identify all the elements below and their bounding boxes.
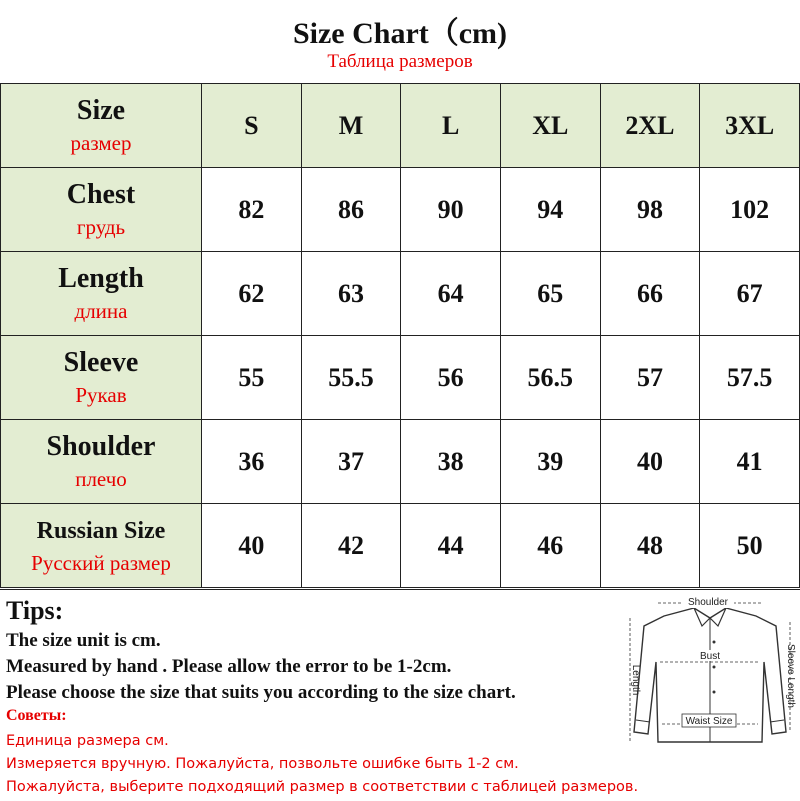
row-label-ru: длина: [74, 298, 128, 323]
size-header-cell: 3XL: [700, 84, 800, 168]
size-label-en: Size: [76, 94, 126, 126]
table-cell: 82: [202, 168, 302, 252]
table-cell: 38: [401, 420, 501, 504]
row-label-cell: [1, 168, 202, 252]
table-row-russian-size: [1, 504, 800, 588]
table-cell: 90: [401, 168, 501, 252]
table-cell: 44: [401, 504, 501, 588]
size-header-cell: XL: [500, 84, 600, 168]
table-cell: 50: [700, 504, 800, 588]
table-cell: 63: [301, 252, 401, 336]
table-cell: 40: [600, 420, 700, 504]
row-label-en: Chest: [66, 178, 136, 210]
title-block: [0, 0, 800, 83]
tip-ru-line: Измеряется вручную. Пожалуйста, позвольте ошибке быть 1-2 см.: [6, 756, 519, 772]
tip-en-line: Measured by hand . Please allow the error to be 1-2cm.: [6, 656, 452, 677]
table-cell: 94: [500, 168, 600, 252]
row-label-en: Russian Size: [36, 517, 166, 544]
size-label-ru: размер: [70, 130, 132, 155]
table-cell: 57: [600, 336, 700, 420]
header-row: [1, 84, 800, 168]
table-row-sleeve: [1, 336, 800, 420]
page-subtitle: Таблица размеров: [327, 51, 473, 72]
button-dot: [713, 666, 716, 669]
table-cell: 55.5: [301, 336, 401, 420]
row-label-ru: Рукав: [75, 382, 127, 407]
table-cell: 42: [301, 504, 401, 588]
table-cell: 102: [700, 168, 800, 252]
tip-en-line: Please choose the size that suits you according to the size chart.: [6, 682, 516, 703]
tip-ru-line: Пожалуйста, выберите подходящий размер в соответствии с таблицей размеров.: [6, 779, 639, 795]
table-cell: 55: [202, 336, 302, 420]
size-header-cell: S: [202, 84, 302, 168]
tips-ru-title: Советы:: [6, 707, 67, 724]
table-cell: 65: [500, 252, 600, 336]
page-title: Size Chart（cm): [292, 17, 508, 50]
row-label-ru: Русский размер: [31, 550, 171, 575]
size-header-cell: 2XL: [600, 84, 700, 168]
table-cell: 56.5: [500, 336, 600, 420]
table-cell: 48: [600, 504, 700, 588]
row-label-cell: [1, 252, 202, 336]
row-label-cell: [1, 336, 202, 420]
row-label-ru: плечо: [75, 466, 127, 491]
table-cell: 46: [500, 504, 600, 588]
size-header-cell: M: [301, 84, 401, 168]
table-cell: 67: [700, 252, 800, 336]
row-label-cell: [1, 504, 202, 588]
table-cell: 64: [401, 252, 501, 336]
shoulder-label: Shoulder: [687, 597, 729, 608]
bust-label: Bust: [699, 651, 721, 662]
button-dot: [713, 691, 716, 694]
tips-title: Tips:: [6, 596, 64, 625]
table-cell: 86: [301, 168, 401, 252]
table-cell: 37: [301, 420, 401, 504]
length-label: Length: [630, 664, 641, 696]
table-cell: 39: [500, 420, 600, 504]
table-cell: 40: [202, 504, 302, 588]
row-label-en: Length: [58, 262, 144, 294]
row-label-en: Sleeve: [63, 346, 139, 378]
table-cell: 98: [600, 168, 700, 252]
table-cell: 57.5: [700, 336, 800, 420]
table-cell: 36: [202, 420, 302, 504]
table-row-length: [1, 252, 800, 336]
shirt-measurement-diagram: [624, 592, 796, 762]
tip-ru-line: Единица размера см.: [6, 733, 169, 749]
table-cell: 66: [600, 252, 700, 336]
waist-size-label: Waist Size: [685, 716, 733, 727]
table-cell: 56: [401, 336, 501, 420]
sleeve-length-label: Sleeve Length: [785, 644, 796, 708]
tip-en-line: The size unit is cm.: [6, 630, 161, 651]
row-label-en: Shoulder: [46, 430, 156, 462]
button-dot: [713, 641, 716, 644]
row-label-ru: грудь: [76, 214, 126, 239]
row-label-cell: [1, 420, 202, 504]
table-cell: 41: [700, 420, 800, 504]
size-label-cell: [1, 84, 202, 168]
table-cell: 62: [202, 252, 302, 336]
table-row-chest: [1, 168, 800, 252]
size-header-cell: L: [401, 84, 501, 168]
size-table: [0, 83, 800, 588]
table-row-shoulder: [1, 420, 800, 504]
